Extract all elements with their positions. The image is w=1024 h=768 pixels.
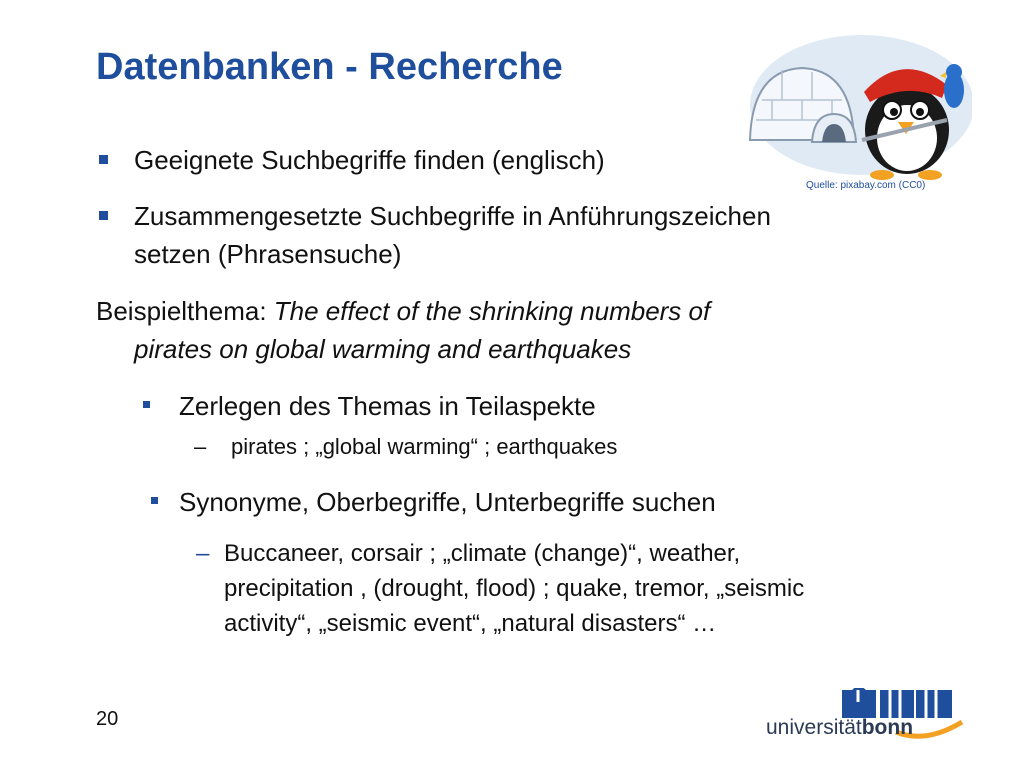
sub1-item: pirates ; „global warming“ ; earthquakes — [231, 434, 618, 459]
example-topic-text: The effect of the shrinking numbers of — [273, 296, 711, 326]
sub-bullet-square — [143, 401, 150, 408]
image-credit: Quelle: pixabay.com (CC0) — [806, 180, 926, 191]
bullet-square — [99, 155, 108, 164]
dash-marker: – — [196, 540, 210, 567]
synonyms-line2: precipitation , (drought, flood) ; quake, tremor, „seismic — [224, 575, 805, 602]
slide-title: Datenbanken - Recherche — [96, 46, 563, 88]
university-name — [766, 716, 913, 740]
bullet-phrase-search-line2: setzen (Phrasensuche) — [134, 239, 402, 269]
example-topic-line2 — [134, 334, 631, 365]
example-topic-line1 — [96, 296, 710, 327]
page-number: 20 — [96, 708, 119, 730]
bullet-search-terms: Geeignete Suchbegriffe finden (englisch) — [134, 145, 605, 175]
sub-bullet-decompose: Zerlegen des Themas in Teilaspekte — [179, 391, 596, 421]
pirate-penguin-illustration — [742, 30, 972, 180]
example-label: Beispielthema: — [96, 296, 274, 326]
dash-marker: – — [194, 434, 207, 459]
sub-bullet-square — [151, 497, 158, 504]
university-name-bold: bonn — [861, 716, 914, 739]
sub-bullet-synonyms: Synonyme, Oberbegriffe, Unterbegriffe suchen — [179, 487, 716, 517]
synonyms-line3: activity“, „seismic event“, „natural disasters“ … — [224, 610, 717, 637]
university-name-regular: universität — [766, 716, 862, 739]
bullet-square — [99, 211, 108, 220]
synonyms-line1: Buccaneer, corsair ; „climate (change)“, weather, — [224, 540, 741, 567]
bullet-phrase-search-line1: Zusammengesetzte Suchbegriffe in Anführungszeichen — [134, 201, 771, 231]
example-topic-text: pirates on global warming and earthquakes — [134, 334, 632, 364]
